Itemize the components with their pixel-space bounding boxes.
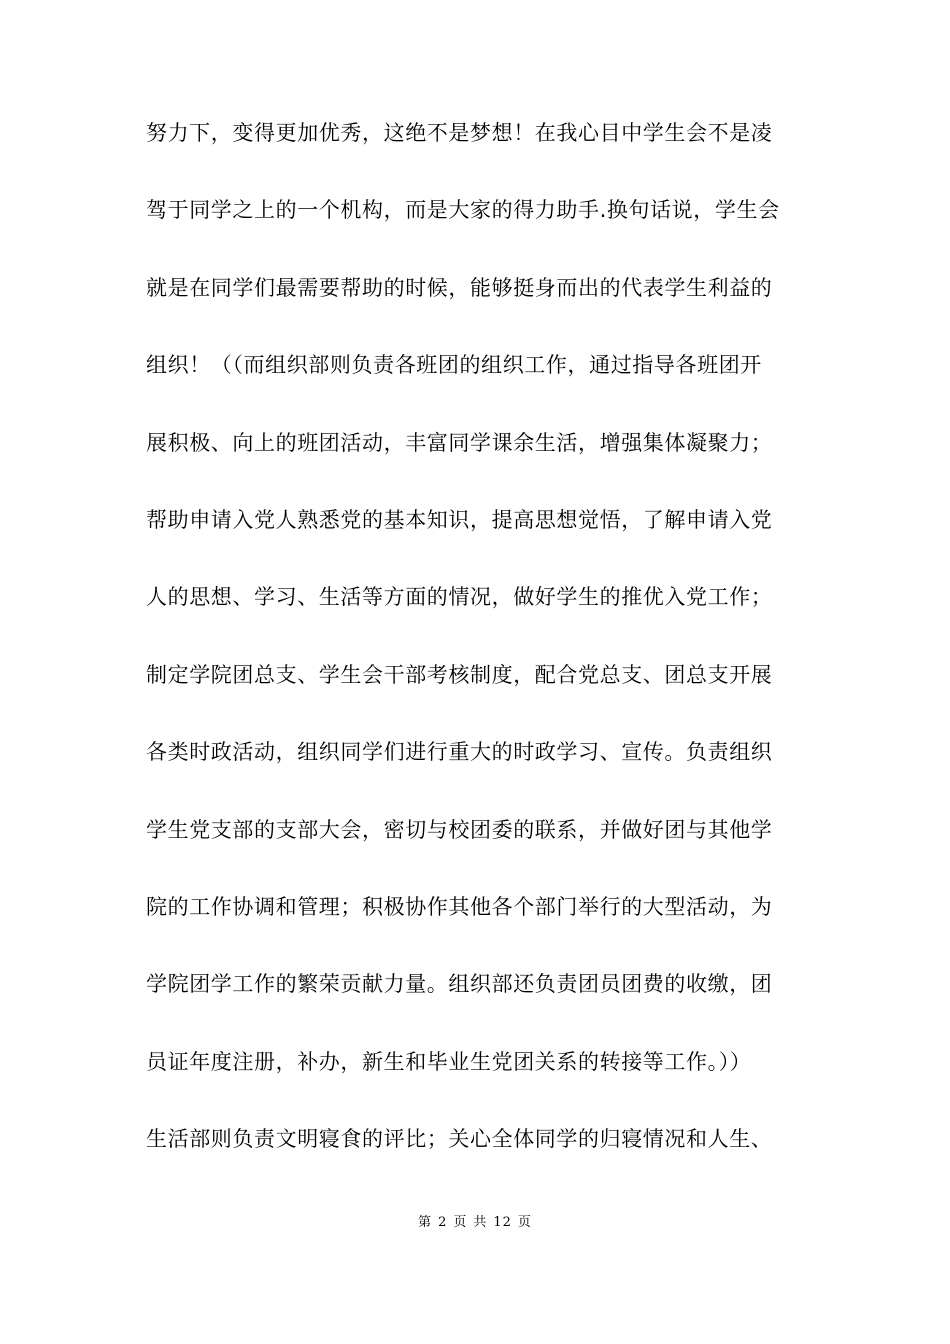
total-pages-number: 12 [493, 1215, 512, 1230]
text-line: 各类时政活动，组织同学们进行重大的时政学习、宣传。负责组织 [146, 740, 773, 765]
text-line: 人的思想、学习、生活等方面的情况，做好学生的推优入党工作； [146, 585, 773, 610]
text-line: 学生党支部的支部大会，密切与校团委的联系，并做好团与其他学 [146, 817, 773, 842]
text-line: 制定学院团总支、学生会干部考核制度，配合党总支、团总支开展 [146, 662, 773, 687]
footer-total-word: 共 [473, 1215, 488, 1230]
current-page-number: 2 [438, 1215, 448, 1230]
text-line: 帮助申请入党人熟悉党的基本知识，提高思想觉悟，了解申请入党 [146, 507, 773, 532]
text-line: 驾于同学之上的一个机构，而是大家的得力助手.换句话说，学生会 [146, 198, 780, 223]
text-line: 员证年度注册，补办，新生和毕业生党团关系的转接等工作。）） [146, 1049, 752, 1074]
text-line: 努力下，变得更加优秀，这绝不是梦想！在我心目中学生会不是凌 [146, 121, 773, 145]
text-line: 组织！（（而组织部则负责各班团的组织工作，通过指导各班团开 [146, 353, 762, 378]
text-line: 就是在同学们最需要帮助的时候，能够挺身而出的代表学生利益的 [146, 275, 773, 300]
footer-suffix: 页 [517, 1215, 532, 1230]
text-line: 院的工作协调和管理；积极协作其他各个部门举行的大型活动，为 [146, 894, 773, 919]
page-footer [0, 1211, 950, 1230]
body-text [146, 111, 816, 1194]
text-line: 学院团学工作的繁荣贡献力量。组织部还负责团员团费的收缴，团 [146, 972, 773, 997]
text-line: 展积极、向上的班团活动，丰富同学课余生活，增强集体凝聚力； [146, 430, 773, 455]
footer-page-word: 页 [453, 1215, 468, 1230]
text-line: 生活部则负责文明寝食的评比；关心全体同学的归寝情况和人生、 [146, 1127, 773, 1152]
footer-prefix: 第 [418, 1215, 433, 1230]
